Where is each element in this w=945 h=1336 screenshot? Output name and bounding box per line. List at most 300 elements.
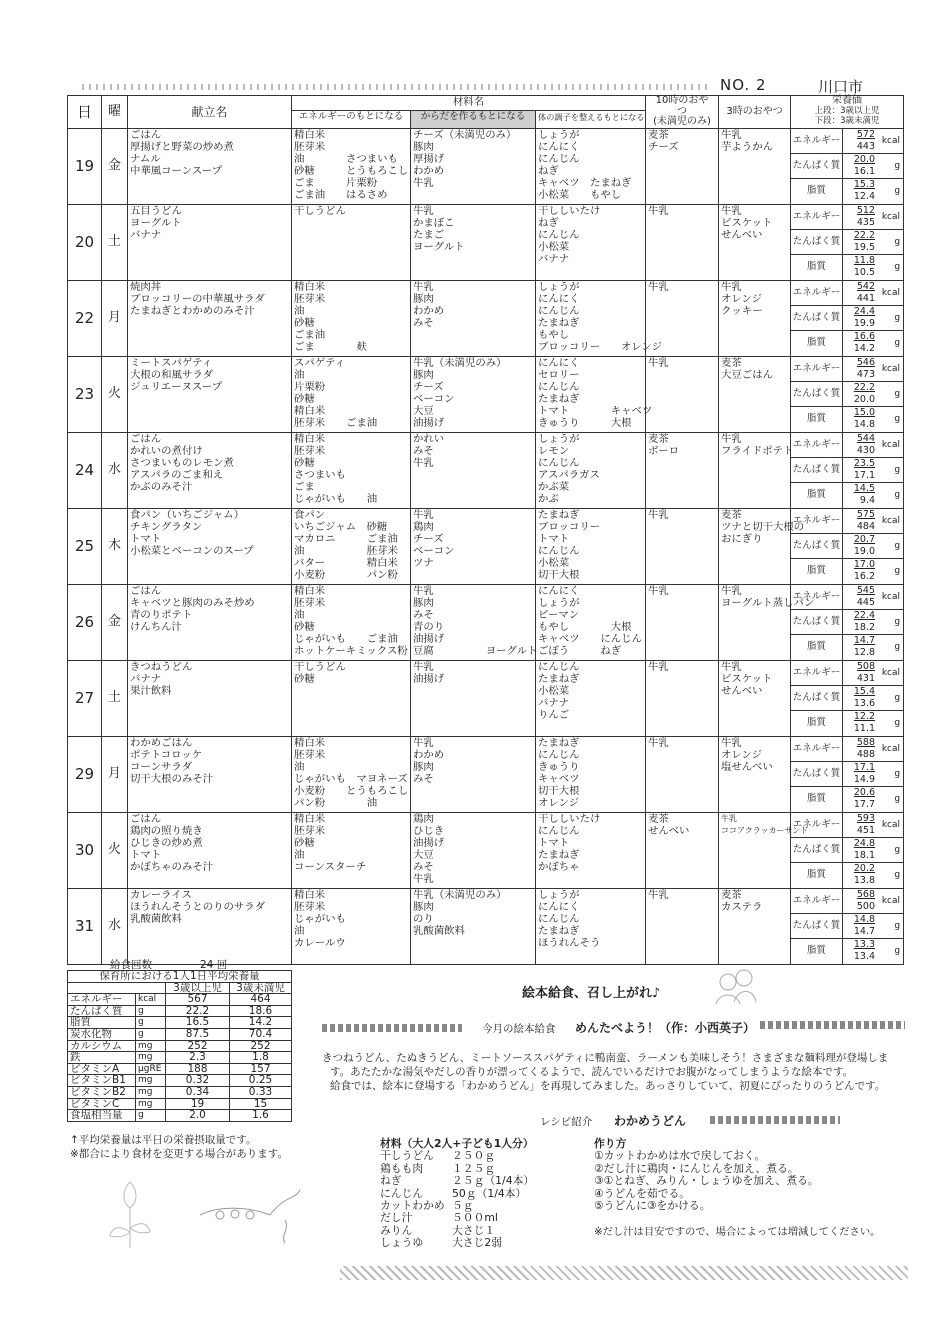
nutrition-energy-values — [843, 585, 903, 610]
nutrition-fat-under3: 12.4 — [853, 191, 876, 203]
average-over3: 0.32 — [166, 1075, 230, 1087]
condition-ingredient: にんじん — [538, 380, 580, 393]
condition-ingredient: オレンジ — [538, 797, 580, 810]
menu-item-cell — [128, 128, 292, 204]
snack3-item-cell — [719, 736, 791, 812]
nutrition-protein-over3: 20.7 — [853, 533, 876, 545]
nutrition-unit: kcal — [881, 287, 901, 298]
average-unit: g — [136, 1017, 166, 1029]
nutrition-fat-values — [843, 483, 903, 507]
nutrition-fat-under3: 16.2 — [853, 571, 876, 583]
average-nutrient-name: ビタミンB2 — [68, 1086, 136, 1098]
body-ingredient: かれい — [413, 432, 445, 445]
average-unit: mg — [136, 1075, 166, 1087]
nutrition-protein-label: たんぱく質 — [791, 762, 843, 787]
nutrition-fat-label: 脂質 — [791, 559, 843, 583]
condition-ingredient: にんにく — [538, 584, 580, 597]
decorative-scallop-recipe — [710, 1116, 840, 1124]
ingredient-name: カットわかめ — [380, 1199, 445, 1213]
body-ingredient: 豚肉 — [413, 292, 434, 305]
ehon-label: 今月の絵本給食 — [482, 1023, 556, 1035]
body-ingredient-cell — [411, 812, 536, 888]
energy-ingredient-cell — [292, 356, 411, 432]
energy-ingredient: 砂糖 — [294, 456, 315, 469]
nutrition-energy-values — [843, 509, 903, 534]
weekday: 金 — [102, 584, 128, 660]
nutrition-protein-values — [843, 458, 903, 483]
condition-ingredient: もやし — [538, 329, 570, 342]
snack3-item-cell — [719, 584, 815, 660]
condition-ingredient: にんにく — [538, 292, 580, 305]
body-ingredient: 豚肉 — [413, 368, 434, 381]
body-ingredient-cell — [411, 508, 536, 584]
menu-item: 五目うどん — [130, 204, 182, 217]
energy-ingredient: 砂糖 — [294, 393, 315, 406]
nutrition-protein-under3: 18.1 — [853, 849, 876, 861]
body-ingredient: 豆腐 ヨーグルト — [413, 645, 538, 658]
weekday: 水 — [102, 432, 128, 508]
weekday: 火 — [102, 356, 128, 432]
menu-item: トマト — [130, 532, 162, 545]
nutrition-fat-values — [843, 635, 903, 659]
nutrition-protein-values — [843, 762, 903, 787]
nutrition-fat-under3: 17.7 — [853, 799, 876, 811]
nutrition-fat-over3: 20.6 — [853, 787, 876, 799]
nutrition-protein-label: たんぱく質 — [791, 914, 843, 939]
menu-item: 切干大根のみそ汁 — [130, 773, 214, 786]
weekday: 木 — [102, 508, 128, 584]
average-nutrient-name: ビタミンA — [68, 1063, 136, 1075]
nutrition-fat-values — [843, 255, 903, 279]
condition-ingredient: たまねぎ — [538, 672, 580, 685]
nutrition-energy-label: エネルギー — [791, 129, 843, 154]
snack10-item-cell — [646, 432, 719, 508]
condition-ingredient: かぶ — [538, 493, 559, 506]
nutrition-fat-values — [843, 939, 903, 963]
nutrition-fat-over3: 14.5 — [853, 483, 876, 495]
recipe-step: ①カットわかめは水で戻しておく。 — [594, 1149, 766, 1163]
average-row — [68, 1063, 292, 1075]
menu-item: ごはん — [130, 584, 162, 597]
energy-ingredient: 胚芽米 — [294, 140, 326, 153]
ingredient-name: だし汁 — [380, 1211, 413, 1225]
average-under3: 464 — [230, 994, 292, 1006]
condition-ingredient: りんご — [538, 709, 570, 722]
nutrition-energy-under3: 488 — [856, 748, 876, 760]
bird-illustration — [190, 1185, 310, 1245]
snack10-item: 牛乳 — [648, 280, 669, 293]
nutrition-unit: g — [894, 186, 901, 197]
menu-item-cell — [128, 660, 292, 736]
energy-ingredient: 砂糖 — [294, 621, 315, 634]
snack3-item-cell — [719, 432, 794, 508]
weekday: 土 — [102, 204, 128, 280]
average-nutrient-name: 炭水化物 — [68, 1028, 136, 1040]
nutrition-unit: g — [894, 616, 901, 627]
ehon-paragraph-1: きつねうどん、たぬきうどん、ミートソーススパゲティに鴨南蛮、ラーメンも美味しそう！さまざまな麺料理が登場しま — [322, 1052, 889, 1064]
nutrition-protein-label: たんぱく質 — [791, 838, 843, 863]
snack3-item: ビスケット — [721, 672, 773, 685]
condition-ingredient-cell — [536, 888, 646, 964]
menu-item: 小松菜とベーコンのスープ — [130, 545, 254, 558]
header-materials: 材料名 — [292, 96, 646, 111]
snack3-item-cell — [719, 660, 791, 736]
nutrition-energy-under3: 441 — [856, 292, 876, 304]
nutrition-fat-under3: 13.8 — [853, 875, 876, 887]
header-condition-group: 体の調子を整えるもとになる — [536, 111, 646, 128]
nutrition-fat-values — [843, 179, 903, 203]
average-under3: 1.8 — [230, 1052, 292, 1064]
condition-ingredient: にんじん — [538, 304, 580, 317]
menu-row — [68, 660, 904, 736]
menu-item: ミートスパゲティ — [130, 356, 213, 369]
energy-ingredient: 精白米 — [294, 888, 326, 901]
average-row — [68, 1005, 292, 1017]
average-nutrient-name: エネルギー — [68, 994, 136, 1006]
average-under3: 1.6 — [230, 1110, 292, 1122]
body-ingredient-cell — [411, 888, 536, 964]
header-energy-group: エネルギーのもとになる — [292, 111, 411, 128]
condition-ingredient: しょうが — [538, 128, 580, 141]
snack3-item: 麦茶 — [721, 356, 742, 369]
header-body-group: からだを作るもとになる — [411, 111, 536, 128]
average-over3: 188 — [166, 1063, 230, 1075]
nutrition-unit: g — [894, 540, 901, 551]
condition-ingredient: しょうが — [538, 888, 580, 901]
nutrition-unit: g — [894, 464, 901, 475]
snack3-item: おにぎり — [721, 532, 763, 545]
energy-ingredient: ごま 片栗粉 — [294, 177, 378, 190]
energy-ingredient-cell — [292, 432, 411, 508]
condition-ingredient: たまねぎ — [538, 849, 580, 862]
ingredient-quantity: １２５ｇ — [452, 1161, 496, 1175]
ingredients-title: 材料（大人2人+子ども1人分） — [380, 1137, 534, 1150]
snack3-item-cell — [719, 812, 809, 888]
ingredient-name: 鶏もも肉 — [380, 1161, 424, 1175]
condition-ingredient: トマト — [538, 836, 570, 849]
condition-ingredient: ねぎ — [538, 216, 559, 229]
menu-item: 中華風コーンスープ — [130, 165, 222, 178]
nutrition-fat-values — [843, 407, 903, 431]
condition-ingredient: キャベツ にんじん — [538, 633, 642, 646]
nutrition-energy-over3: 568 — [856, 888, 876, 900]
nutrition-unit: g — [894, 768, 901, 779]
nutrition-protein-label: たんぱく質 — [791, 154, 843, 179]
recipe-note: ※だし汁は目安ですので、場合によっては増減してください。 — [594, 1226, 881, 1239]
average-under3: 15 — [230, 1098, 292, 1110]
energy-ingredient-cell — [292, 660, 411, 736]
energy-ingredient-cell — [292, 280, 411, 356]
nutrition-unit: g — [894, 338, 901, 349]
day-number: 25 — [68, 508, 102, 584]
header-snack3: 3時のおやつ — [719, 96, 791, 129]
snack3-item-cell — [719, 356, 791, 432]
energy-ingredient: 胚芽米 — [294, 900, 326, 913]
energy-ingredient-cell — [292, 736, 411, 812]
nutrition-protein-over3: 24.8 — [853, 837, 876, 849]
menu-item-cell — [128, 508, 292, 584]
nutrition-protein-under3: 16.1 — [853, 165, 876, 177]
condition-ingredient: 小松菜 — [538, 684, 570, 697]
snack10-item: チーズ — [648, 140, 679, 153]
condition-ingredient: たまねぎ — [538, 317, 580, 330]
energy-ingredient: 油 — [294, 304, 305, 317]
nutrition-protein-over3: 24.4 — [853, 305, 876, 317]
meals-count-value: 24 回 — [200, 959, 228, 971]
snack3-item: 牛乳 — [721, 736, 742, 749]
nutrition-unit: kcal — [881, 439, 901, 450]
nutrition-protein-label: たんぱく質 — [791, 458, 843, 483]
nutrition-fat-over3: 16.6 — [853, 331, 876, 343]
condition-ingredient: セロリー — [538, 368, 580, 381]
children-illustration — [710, 962, 760, 1007]
body-ingredient: ベーコン — [413, 393, 455, 406]
nutrition-fat-label: 脂質 — [791, 863, 843, 887]
nutrition-unit: g — [894, 794, 901, 805]
nutrition-energy-label: エネルギー — [791, 281, 843, 306]
snack10-item: ボーロ — [648, 444, 680, 457]
nutrition-protein-under3: 17.1 — [853, 469, 876, 481]
menu-item: アスパラのごま和え — [130, 469, 224, 482]
tulip-illustration — [100, 1172, 160, 1252]
snack10-item: 麦茶 — [648, 432, 669, 445]
average-row — [68, 1040, 292, 1052]
average-col-under3: 3歳未満児 — [230, 982, 292, 994]
average-unit: mg — [136, 1098, 166, 1110]
day-number: 30 — [68, 812, 102, 888]
recipe-step: ③①とねぎ、みりん・しょうゆを加え、煮る。 — [594, 1174, 819, 1188]
nutrition-energy-values — [843, 205, 903, 230]
nutrition-energy-over3: 545 — [856, 584, 876, 596]
body-ingredient-cell — [411, 584, 536, 660]
nutrition-energy-under3: 451 — [856, 824, 876, 836]
body-ingredient-cell — [411, 432, 536, 508]
menu-item: 鶏肉の照り焼き — [130, 824, 203, 837]
nutrition-protein-label: たんぱく質 — [791, 382, 843, 407]
condition-ingredient: しょうが — [538, 596, 580, 609]
snack3-item: オレンジ — [721, 292, 763, 305]
nutrition-fat-label: 脂質 — [791, 255, 843, 279]
weekday: 月 — [102, 280, 128, 356]
condition-ingredient: にんじん — [538, 545, 580, 558]
menu-row — [68, 204, 904, 280]
snack10-item: 牛乳 — [648, 736, 669, 749]
nutrition-energy-over3: 512 — [856, 204, 876, 216]
nutrition-energy-label: エネルギー — [791, 357, 843, 382]
energy-ingredient: 精白米 — [294, 736, 326, 749]
snack10-label-2: つ — [677, 105, 688, 117]
day-number: 19 — [68, 128, 102, 204]
nutrition-unit: g — [894, 566, 901, 577]
condition-ingredient-cell — [536, 508, 646, 584]
nutrition-energy-over3: 572 — [856, 128, 876, 140]
nutrition-protein-under3: 19.0 — [853, 545, 876, 557]
menu-item: 大根の和風サラダ — [130, 368, 214, 381]
body-ingredient-cell — [411, 356, 536, 432]
nutrition-protein-values — [843, 686, 903, 711]
menu-item: キャベツと豚肉のみそ炒め — [130, 596, 255, 609]
menu-item: 厚揚げと野菜の炒め煮 — [130, 140, 234, 153]
nutrition-protein-label: たんぱく質 — [791, 686, 843, 711]
ingredient-name: しょうゆ — [380, 1236, 424, 1250]
average-unit: μgRE — [136, 1063, 166, 1075]
condition-ingredient: ピーマン — [538, 608, 580, 621]
condition-ingredient: にんにく — [538, 900, 580, 913]
snack3-item-cell — [719, 128, 791, 204]
average-col-over3: 3歳以上児 — [166, 982, 230, 994]
nutrition-unit: g — [894, 946, 901, 957]
condition-ingredient: アスパラガス — [538, 469, 600, 482]
nutrition-fat-label: 脂質 — [791, 331, 843, 355]
snack10-label-3: (未満児のみ) — [653, 116, 711, 127]
body-ingredient: みそ — [413, 444, 434, 457]
body-ingredient: かまぼこ — [413, 216, 455, 229]
condition-ingredient: トマト — [538, 532, 570, 545]
ingredient-quantity: ５００ml — [452, 1211, 498, 1225]
nutrition-cell — [791, 432, 904, 508]
body-ingredient: みそ — [413, 608, 434, 621]
body-ingredient: 油揚げ — [413, 633, 445, 646]
nutrition-unit: kcal — [881, 895, 901, 906]
menu-item: ほうれんそうとのりのサラダ — [130, 900, 265, 913]
average-under3: 0.33 — [230, 1086, 292, 1098]
nutrition-fat-over3: 13.3 — [853, 939, 876, 951]
menu-item: ごはん — [130, 812, 162, 825]
day-number: 26 — [68, 584, 102, 660]
snack10-item: せんべい — [648, 824, 690, 837]
menu-item: ジュリエーヌスープ — [130, 380, 223, 393]
condition-ingredient: ブロッコリー オレンジ — [538, 341, 662, 354]
average-row — [68, 1110, 292, 1122]
average-over3: 252 — [166, 1040, 230, 1052]
weekday: 月 — [102, 736, 128, 812]
nutrition-energy-values — [843, 129, 903, 154]
page-number: NO. 2 — [720, 76, 767, 94]
nutrition-energy-over3: 544 — [856, 432, 876, 444]
average-nutrient-name: たんぱく質 — [68, 1005, 136, 1017]
menu-item: ひじきの炒め煮 — [130, 836, 203, 849]
nutrition-fat-values — [843, 787, 903, 811]
condition-ingredient: ブロッコリー — [538, 520, 601, 533]
condition-ingredient: レモン — [538, 444, 570, 457]
energy-ingredient: 砂糖 — [294, 672, 315, 685]
body-ingredient: 豚肉 — [413, 140, 434, 153]
ehon-title: 絵本給食、召し上がれ♪ — [522, 986, 661, 1001]
average-row — [68, 1098, 292, 1110]
nutrition-fat-over3: 11.8 — [853, 255, 876, 267]
menu-row — [68, 280, 904, 356]
nutrition-protein-under3: 13.6 — [853, 697, 876, 709]
nutrition-protein-values — [843, 382, 903, 407]
nutrition-energy-values — [843, 889, 903, 914]
average-nutrient-name: 鉄 — [68, 1052, 136, 1064]
ingredient-name: みりん — [380, 1223, 413, 1237]
ingredient-name: ねぎ — [380, 1174, 402, 1188]
condition-ingredient: もやし 大根 — [538, 621, 632, 634]
decorative-scallop-left — [322, 1024, 462, 1032]
menu-item-cell — [128, 888, 292, 964]
energy-ingredient: 油 さつまいも — [294, 152, 398, 165]
nutrition-unit: g — [894, 642, 901, 653]
nutrition-protein-under3: 19.9 — [853, 317, 876, 329]
header-menu: 献立名 — [128, 96, 292, 129]
nutrition-energy-under3: 473 — [856, 368, 876, 380]
nutrition-upper-label: 上段：3歳以上児 — [814, 106, 880, 116]
body-ingredient: 豚肉 — [413, 900, 434, 913]
menu-item: バナナ — [130, 672, 162, 685]
body-ingredient: 牛乳 — [413, 456, 434, 469]
average-row — [68, 1052, 292, 1064]
energy-ingredient: 油 — [294, 760, 305, 773]
snack3-item-cell — [719, 888, 791, 964]
day-number: 23 — [68, 356, 102, 432]
body-ingredient-cell — [411, 280, 536, 356]
energy-ingredient: スパゲティ — [294, 356, 346, 369]
nutrition-energy-under3: 431 — [856, 672, 876, 684]
body-ingredient-cell — [411, 204, 536, 280]
condition-ingredient: にんにく — [538, 356, 580, 369]
ehon-book-name: めんたべよう！（作：小西英子） — [575, 1021, 756, 1035]
energy-ingredient: 砂糖 — [294, 317, 315, 330]
ingredient-quantity: 大さじ2弱 — [452, 1236, 503, 1250]
nutrition-unit: kcal — [881, 591, 901, 602]
nutrition-cell — [791, 280, 904, 356]
nutrition-energy-label: エネルギー — [791, 661, 843, 686]
nutrition-fat-under3: 13.4 — [853, 951, 876, 963]
nutrition-unit: g — [894, 312, 901, 323]
snack3-item: 麦茶 — [721, 888, 742, 901]
average-nutrient-name: カルシウム — [68, 1040, 136, 1052]
condition-ingredient: にんじん — [538, 152, 580, 165]
energy-ingredient: バター 精白米 — [294, 557, 398, 570]
average-blank — [68, 982, 166, 994]
energy-ingredient: ホットケーキミックス粉 — [294, 645, 408, 658]
nutrition-protein-over3: 22.2 — [853, 229, 876, 241]
snack3-item-cell — [719, 280, 791, 356]
condition-ingredient: バナナ — [538, 697, 570, 710]
ingredient-row — [380, 1175, 534, 1187]
snack3-item: 麦茶 — [721, 508, 742, 521]
energy-ingredient: コーンスターチ — [294, 861, 367, 874]
average-unit: mg — [136, 1040, 166, 1052]
body-ingredient-cell — [411, 736, 536, 812]
body-ingredient: 鶏肉 — [413, 812, 434, 825]
average-under3: 18.6 — [230, 1005, 292, 1017]
ingredient-quantity: 50ｇ（1/4本） — [452, 1186, 527, 1200]
day-number: 20 — [68, 204, 102, 280]
menu-row — [68, 888, 904, 964]
nutrition-protein-over3: 17.1 — [853, 761, 876, 773]
snack3-item: ヨーグルト蒸しパン — [721, 596, 815, 609]
snack10-item-cell — [646, 508, 719, 584]
nutrition-energy-over3: 546 — [856, 356, 876, 368]
nutrition-cell — [791, 508, 904, 584]
body-ingredient: チーズ（未満児のみ） — [413, 128, 517, 141]
average-row — [68, 1028, 292, 1040]
recipe-label: レシピ紹介 — [540, 1116, 593, 1128]
nutrition-energy-over3: 542 — [856, 280, 876, 292]
nutrition-unit: kcal — [881, 135, 901, 146]
snack10-item: 麦茶 — [648, 812, 669, 825]
condition-ingredient-cell — [536, 356, 653, 432]
body-ingredient: ヨーグルト — [413, 241, 465, 254]
body-ingredient: 油揚げ — [413, 417, 445, 430]
average-unit: kcal — [136, 994, 166, 1006]
header-nutrition — [791, 96, 904, 129]
body-ingredient: のり — [413, 912, 434, 925]
nutrition-energy-under3: 430 — [856, 444, 876, 456]
steps-title: 作り方 — [594, 1137, 627, 1150]
